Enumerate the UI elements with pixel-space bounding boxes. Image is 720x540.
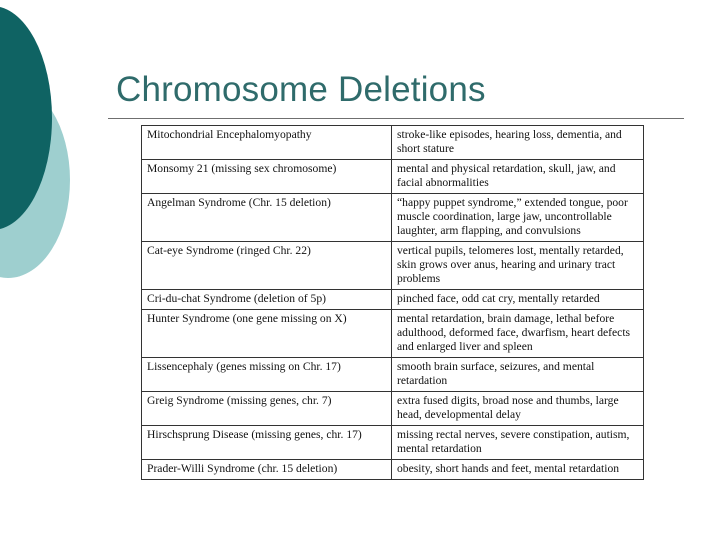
symptoms-cell: “happy puppet syndrome,” extended tongue, poor muscle coordination, large jaw, uncontrollable laughter, arm flapping, and convulsions	[392, 194, 644, 242]
symptoms-cell: extra fused digits, broad nose and thumbs, large head, developmental delay	[392, 392, 644, 426]
symptoms-cell: mental retardation, brain damage, lethal before adulthood, deformed face, dwarfism, heart defects and enlarged liver and spleen	[392, 310, 644, 358]
table-row	[142, 310, 644, 358]
title-underline	[108, 118, 684, 119]
symptoms-cell: pinched face, odd cat cry, mentally retarded	[392, 290, 644, 310]
symptoms-cell: mental and physical retardation, skull, jaw, and facial abnormalities	[392, 160, 644, 194]
symptoms-cell: obesity, short hands and feet, mental retardation	[392, 460, 644, 480]
table-row	[142, 242, 644, 290]
condition-cell: Lissencephaly (genes missing on Chr. 17)	[142, 358, 392, 392]
table-row	[142, 460, 644, 480]
symptoms-cell: vertical pupils, telomeres lost, mentally retarded, skin grows over anus, hearing and urinary tract problems	[392, 242, 644, 290]
condition-cell: Angelman Syndrome (Chr. 15 deletion)	[142, 194, 392, 242]
condition-cell: Monsomy 21 (missing sex chromosome)	[142, 160, 392, 194]
table-row	[142, 160, 644, 194]
condition-cell: Hirschsprung Disease (missing genes, chr. 17)	[142, 426, 392, 460]
symptoms-cell: stroke-like episodes, hearing loss, dementia, and short stature	[392, 126, 644, 160]
condition-cell: Mitochondrial Encephalomyopathy	[142, 126, 392, 160]
condition-cell: Hunter Syndrome (one gene missing on X)	[142, 310, 392, 358]
symptoms-cell: missing rectal nerves, severe constipation, autism, mental retardation	[392, 426, 644, 460]
corner-decoration	[0, 0, 120, 300]
table-row	[142, 426, 644, 460]
table-row	[142, 194, 644, 242]
table-row	[142, 126, 644, 160]
condition-cell: Greig Syndrome (missing genes, chr. 7)	[142, 392, 392, 426]
symptoms-cell: smooth brain surface, seizures, and mental retardation	[392, 358, 644, 392]
table-row	[142, 358, 644, 392]
condition-cell: Cri-du-chat Syndrome (deletion of 5p)	[142, 290, 392, 310]
table-row	[142, 290, 644, 310]
condition-cell: Cat-eye Syndrome (ringed Chr. 22)	[142, 242, 392, 290]
slide-title: Chromosome Deletions	[116, 70, 486, 109]
table-row	[142, 392, 644, 426]
condition-cell: Prader-Willi Syndrome (chr. 15 deletion)	[142, 460, 392, 480]
deletions-table	[141, 125, 644, 480]
